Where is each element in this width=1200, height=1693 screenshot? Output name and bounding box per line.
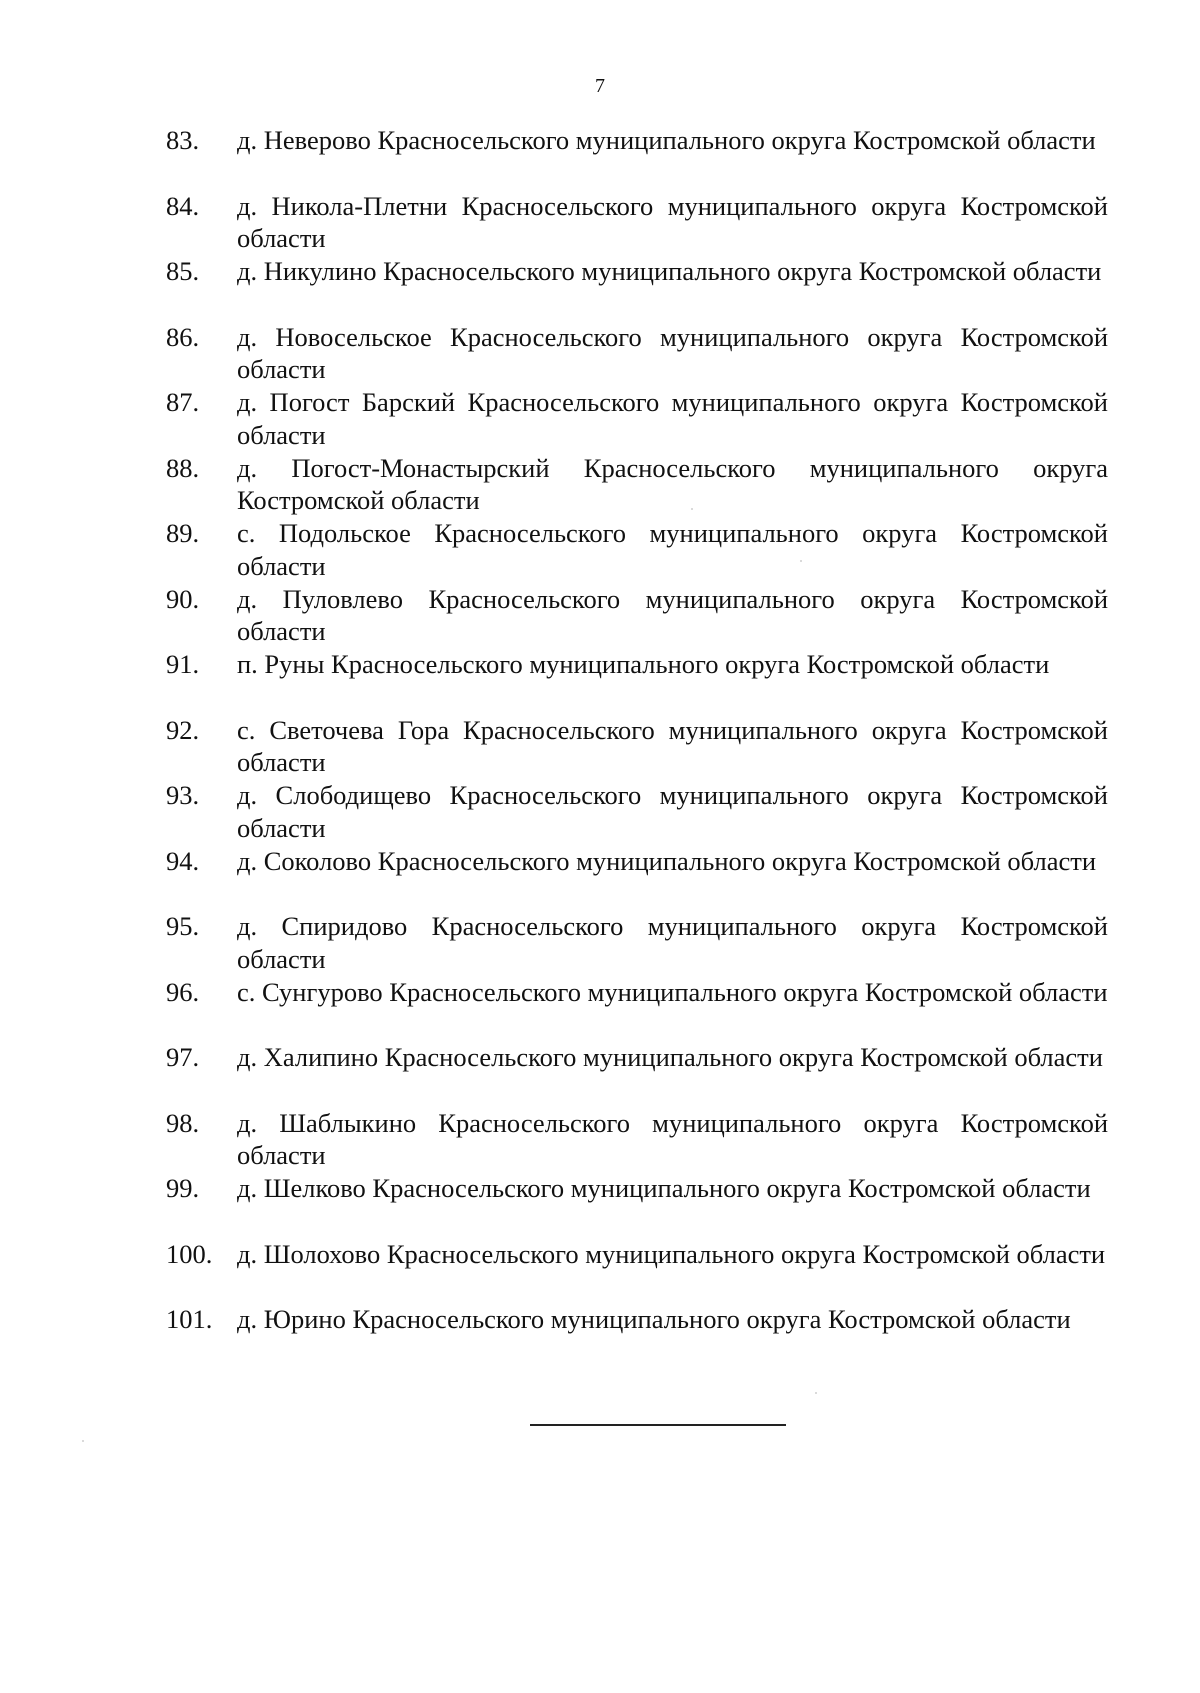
item-text: д. Слободищево Красносельского муниципального округа Костромской области: [237, 780, 1108, 843]
list-item: [166, 386, 1108, 452]
item-text: д. Пуловлево Красносельского муниципального округа Костромской области: [237, 583, 1108, 646]
item-text: с. Сунгурово Красносельского муниципального округа Костромской области: [237, 976, 1108, 1007]
item-text: д. Неверово Красносельского муниципального округа Костромской области: [237, 125, 1096, 155]
item-text: с. Подольское Красносельского муниципального округа Костромской области: [237, 518, 1108, 581]
item-number: 85.: [166, 256, 200, 286]
item-number: 97.: [166, 1042, 200, 1072]
item-text: с. Светочева Гора Красносельского муниципального округа Костромской области: [237, 714, 1108, 777]
list-item: [166, 190, 1108, 256]
item-number: 98.: [166, 1107, 200, 1138]
item-text: д. Погост Барский Красносельского муниципального округа Костромской области: [237, 387, 1108, 450]
item-text: д. Шелково Красносельского муниципального округа Костромской области: [237, 1173, 1091, 1203]
list-item: [166, 452, 1108, 518]
list-item: [166, 255, 1108, 321]
item-text: д. Юрино Красносельского муниципального округа Костромской области: [237, 1304, 1071, 1334]
list-item: [166, 714, 1108, 780]
item-text: д. Шаблыкино Красносельского муниципального округа Костромской области: [237, 1107, 1108, 1170]
item-text: д. Погост-Монастырский Красносельского муниципального округа Костромской области: [237, 452, 1108, 515]
item-number: 93.: [166, 780, 200, 810]
item-number: 84.: [166, 190, 200, 221]
item-number: 86.: [166, 321, 200, 352]
list-item: [166, 321, 1108, 387]
item-number: 99.: [166, 1173, 200, 1203]
item-text: п. Руны Красносельского муниципального округа Костромской области: [237, 649, 1050, 679]
list-item: [166, 1041, 1108, 1107]
item-text: д. Спиридово Красносельского муниципального округа Костромской области: [237, 911, 1108, 974]
list-item: [166, 517, 1108, 583]
item-number: 91.: [166, 649, 200, 679]
item-text: д. Халипино Красносельского муниципального округа Костромской области: [237, 1042, 1103, 1072]
item-number: 83.: [166, 125, 200, 155]
scan-speck: [82, 1440, 84, 1442]
item-number: 96.: [166, 976, 200, 1007]
list-item: [166, 976, 1108, 1042]
item-text: д. Новосельское Красносельского муниципального округа Костромской области: [237, 321, 1108, 384]
item-text: д. Соколово Красносельского муниципального округа Костромской области: [237, 845, 1096, 876]
item-number: 95.: [166, 911, 200, 941]
list-item: [166, 1238, 1108, 1304]
item-number: 101.: [166, 1304, 213, 1334]
page-number: 7: [595, 75, 605, 97]
item-number: 90.: [166, 583, 200, 614]
item-text: д. Шолохово Красносельского муниципального округа Костромской области: [237, 1238, 1106, 1269]
list-item: [166, 648, 1108, 714]
list-item: [166, 910, 1108, 976]
scan-speck: [800, 560, 802, 562]
list-item: [166, 124, 1108, 190]
list-item: [166, 1303, 1108, 1369]
item-number: 87.: [166, 387, 200, 417]
list-item: [166, 779, 1108, 845]
item-text: д. Никулино Красносельского муниципального округа Костромской области: [237, 256, 1102, 286]
list-item: [166, 583, 1108, 649]
scan-speck: [815, 1392, 817, 1394]
settlement-list: [166, 124, 1108, 1369]
item-number: 94.: [166, 845, 200, 876]
list-item: [166, 1107, 1108, 1173]
list-item: [166, 845, 1108, 911]
scan-speck: [691, 508, 693, 510]
item-number: 89.: [166, 518, 200, 548]
item-text: д. Никола-Плетни Красносельского муниципального округа Костромской области: [237, 190, 1108, 253]
item-number: 100.: [166, 1238, 213, 1269]
list-item: [166, 1172, 1108, 1238]
item-number: 92.: [166, 714, 200, 745]
item-number: 88.: [166, 452, 200, 483]
end-of-list-rule: [530, 1424, 786, 1426]
